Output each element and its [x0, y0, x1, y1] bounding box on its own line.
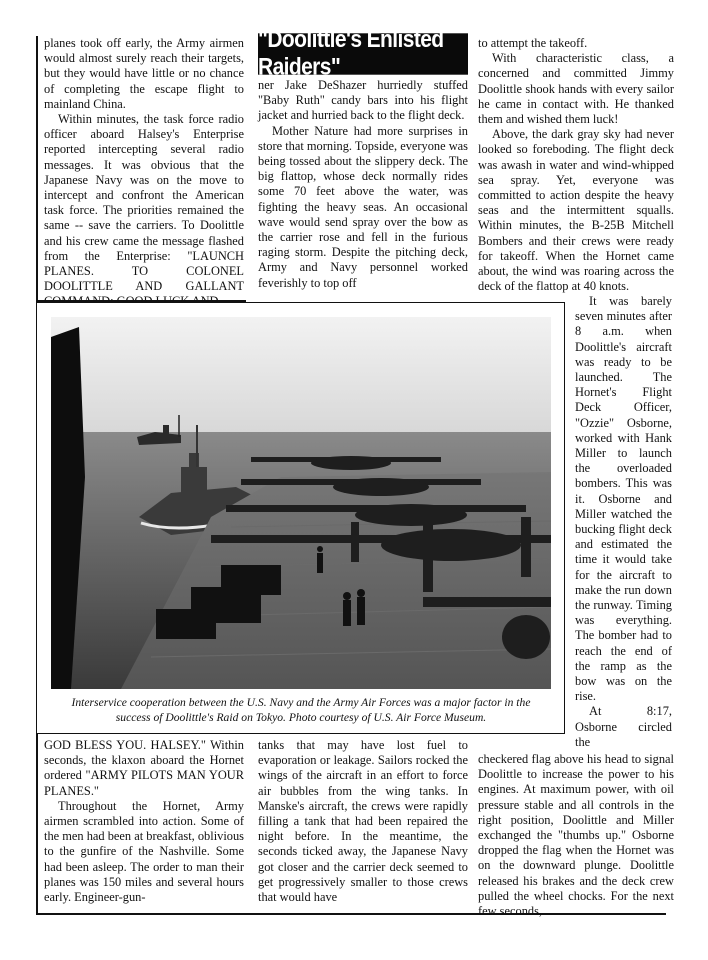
column-3-top [478, 36, 674, 300]
column-3-bottom [478, 752, 674, 919]
paragraph: Within minutes, the task force radio officer aboard Halsey's Enterprise reported intercepting several radio messages. It was obvious that the Japanese Navy was on the move to intercept and confront the American task force. The priorities remained the same -- save the carriers. To Doolittle and his crew came the message flashed from the Enterprise: "LAUNCH PLANES. TO COLONEL DOOLITTLE AND GALLANT [44, 112, 244, 294]
paragraph: planes took off early, the Army airmen would almost surely reach their targets, but they would have little or no chance of completing the escape flight to mainland China. [44, 36, 244, 111]
column-2-top [258, 78, 468, 300]
paragraph: tanks that may have lost fuel to evaporation or leakage. Sailors rocked the wings of the aircraft in an effort to force air bubbles from the wing tanks. In Manske's aircraft, the crews were rapidly filling a tank that had been repaired the night before. In the meantime, the seconds ticked away, the Japanese Navy got closer and the carrier deck seemed to get progressively smaller to those crews that would have [258, 738, 468, 905]
left-rule-top [36, 36, 38, 302]
column-1-top [44, 36, 244, 298]
paragraph: GOD BLESS YOU. HALSEY." Within seconds, the klaxon aboard the Hornet ordered "ARMY PILOTS MAN YOUR PLANES." [44, 738, 244, 798]
column-1-bottom [44, 738, 244, 912]
photo-caption: Interservice cooperation between the U.S. Navy and the Army Air Forces was a major factor in the success of Doolittle's Raid on Tokyo. Photo courtesy of U.S. Air Force Museum. [71, 696, 531, 724]
paragraph: With characteristic class, a concerned and committed Jimmy Doolittle shook hands with every sailor he came in contact with. He thanked them and wished them luck! [478, 51, 674, 127]
aircraft-carrier-photo [51, 317, 551, 689]
paragraph: Throughout the Hornet, Army airmen scrambled into action. Some of the men had been at breakfast, oblivious to the gunfire of the Nashville. Some had been asleep. The order to man their planes was 150 miles and several hours early. Engineer-gun- [44, 798, 244, 905]
paragraph: checkered flag above his head to signal Doolittle to increase the power to his engines. At maximum power, with oil pressure stable and all controls in the right position, Doolittle and Miller exchanged the "thumbs up." Osborne dropped the flag when the Hornet was on the downward plunge. Doolittle released his brakes and the deck crew pulled the wheel chocks. For the next few seconds, [478, 752, 674, 919]
paragraph: to attempt the takeoff. [478, 36, 588, 50]
paragraph: Mother Nature had more surprises in store that morning. Topside, everyone was being tossed about the slippery deck. The big flattop, whose deck normally rides some 70 feet above the water, was fighting the heavy seas. An occasional wave would send spray over the bow as the carrier rose and fell in the furious raging storm. Despite the pitching deck, Army and Navy personnel worked feverishly to top off [258, 123, 468, 290]
column-2-bottom [258, 738, 468, 912]
column-3-side [575, 294, 672, 752]
paragraph: ner Jake DeShazer hurriedly stuffed "Baby Ruth" candy bars into his flight jacket and hurried back to the flight deck. [258, 78, 468, 123]
paragraph: It was barely seven minutes after 8 a.m. when Doolittle's aircraft was ready to be launched. The Hornet's Flight Deck Officer, "Ozzie" Osborne, worked with Hank Miller to launch the overloaded bombers. This was it. Osborne and Miller watched the bucking flight deck and estimated the time it would take for the aircraft to make the run down the runway. Timing was everything. The bomber had to reach the end of the ramp as the bow was on the rise. [575, 294, 672, 704]
article-title: "Doolittle's Enlisted Raiders" [258, 33, 468, 74]
paragraph: At 8:17, Osborne circled the [575, 704, 672, 749]
paragraph: Above, the dark gray sky had never looked so foreboding. The flight deck was awash in water and wind-whipped sea spray. Yet, everyone was committed to action despite the heavy seas and the intermittent squalls. Within minutes, the B-25B Mitchell Bombers and their crews were ready for takeoff. When the Hornet came about, the wind was roaring across the deck of the flattop at 40 knots. [478, 127, 674, 294]
left-rule-bottom [36, 734, 38, 914]
photo-frame [36, 302, 565, 734]
